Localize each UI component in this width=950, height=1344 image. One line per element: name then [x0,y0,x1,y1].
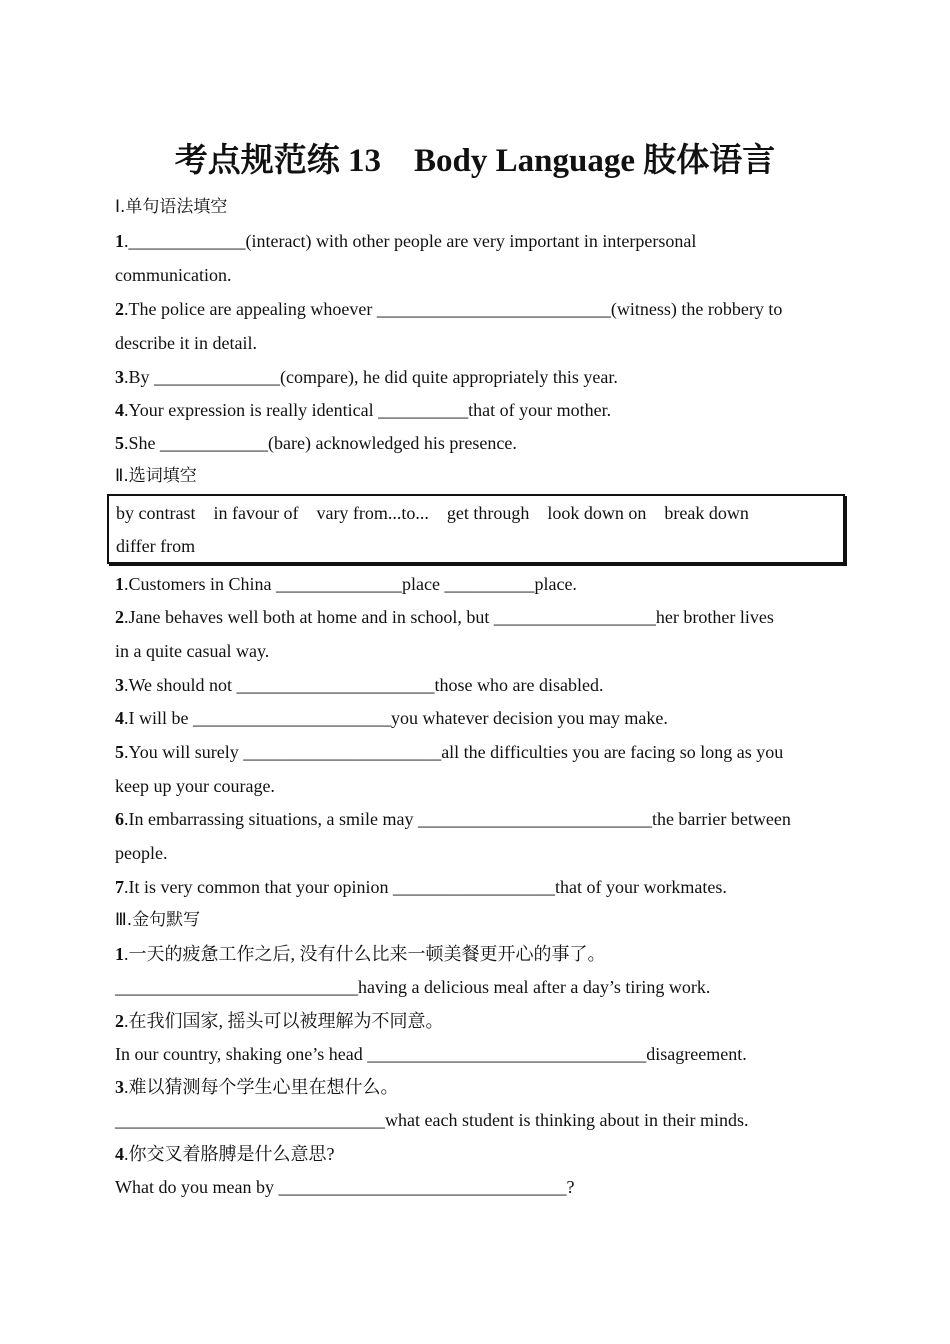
item-continuation: ___________________________having a delicious meal after a day’s tiring work. [115,977,711,997]
section-heading-1: Ⅰ.单句语法填空 [115,197,228,217]
item-number: 4 [115,1144,124,1164]
list-item [115,741,783,763]
item-text: .We should not ______________________those who are disabled. [124,675,604,695]
item-text: .在我们国家, 摇头可以被理解为不同意。 [124,1011,444,1031]
item-text: .你交叉着胳膊是什么意思? [124,1144,335,1164]
list-item [115,230,696,252]
item-number: 6 [115,809,124,829]
item-text: ._____________(interact) with other people are very important in interpersonal [124,231,697,251]
list-item [115,1143,335,1165]
item-text: .She ____________(bare) acknowledged his presence. [124,433,517,453]
item-text: .Jane behaves well both at home and in school, but __________________her brother lives [124,607,774,627]
item-number: 1 [115,574,124,594]
page-title: 考点规范练 13 Body Language 肢体语言 [174,143,776,179]
list-item [115,573,577,595]
list-item [115,606,774,628]
item-number: 7 [115,877,124,897]
item-number: 5 [115,433,124,453]
word-bank-line-1: by contrast in favour of vary from...to... get through look down on break down [116,503,749,523]
word-bank-box [107,494,845,564]
list-item [115,943,606,965]
item-text: .The police are appealing whoever __________________________(witness) the robbery to [124,299,783,319]
item-text: .Your expression is really identical __________that of your mother. [124,400,612,420]
item-continuation: describe it in detail. [115,333,257,353]
item-continuation: people. [115,843,168,863]
item-text: .难以猜测每个学生心里在想什么。 [124,1077,399,1097]
list-item [115,366,618,388]
list-item [115,1076,399,1098]
item-number: 1 [115,944,124,964]
item-continuation: keep up your courage. [115,776,275,796]
section-heading-3: Ⅲ.金句默写 [115,910,201,930]
item-text: .一天的疲惫工作之后, 没有什么比来一顿美餐更开心的事了。 [124,944,606,964]
item-continuation: in a quite casual way. [115,641,270,661]
item-text: .By ______________(compare), he did quite appropriately this year. [124,367,618,387]
item-text: .Customers in China ______________place __________place. [124,574,577,594]
list-item [115,808,791,830]
item-text: .In embarrassing situations, a smile may __________________________the barrier between [124,809,791,829]
list-item [115,707,668,729]
list-item [115,399,611,421]
item-continuation: What do you mean by ________________________________? [115,1177,575,1197]
list-item [115,1010,444,1032]
item-number: 3 [115,1077,124,1097]
item-number: 3 [115,367,124,387]
item-text: .It is very common that your opinion __________________that of your workmates. [124,877,727,897]
word-bank-line-2: differ from [116,536,196,556]
item-number: 1 [115,231,124,251]
list-item [115,876,727,898]
item-continuation: ______________________________what each student is thinking about in their minds. [115,1110,749,1130]
item-number: 2 [115,1011,124,1031]
item-text: .You will surely ______________________all the difficulties you are facing so long as you [124,742,784,762]
item-continuation: communication. [115,265,232,285]
item-number: 4 [115,708,124,728]
item-number: 3 [115,675,124,695]
section-heading-2: Ⅱ.选词填空 [115,466,197,486]
item-text: .I will be ______________________you whatever decision you may make. [124,708,668,728]
list-item [115,432,517,454]
list-item [115,298,782,320]
item-number: 5 [115,742,124,762]
list-item [115,674,604,696]
item-number: 4 [115,400,124,420]
item-continuation: In our country, shaking one’s head _______________________________disagreement. [115,1044,747,1064]
item-number: 2 [115,607,124,627]
item-number: 2 [115,299,124,319]
